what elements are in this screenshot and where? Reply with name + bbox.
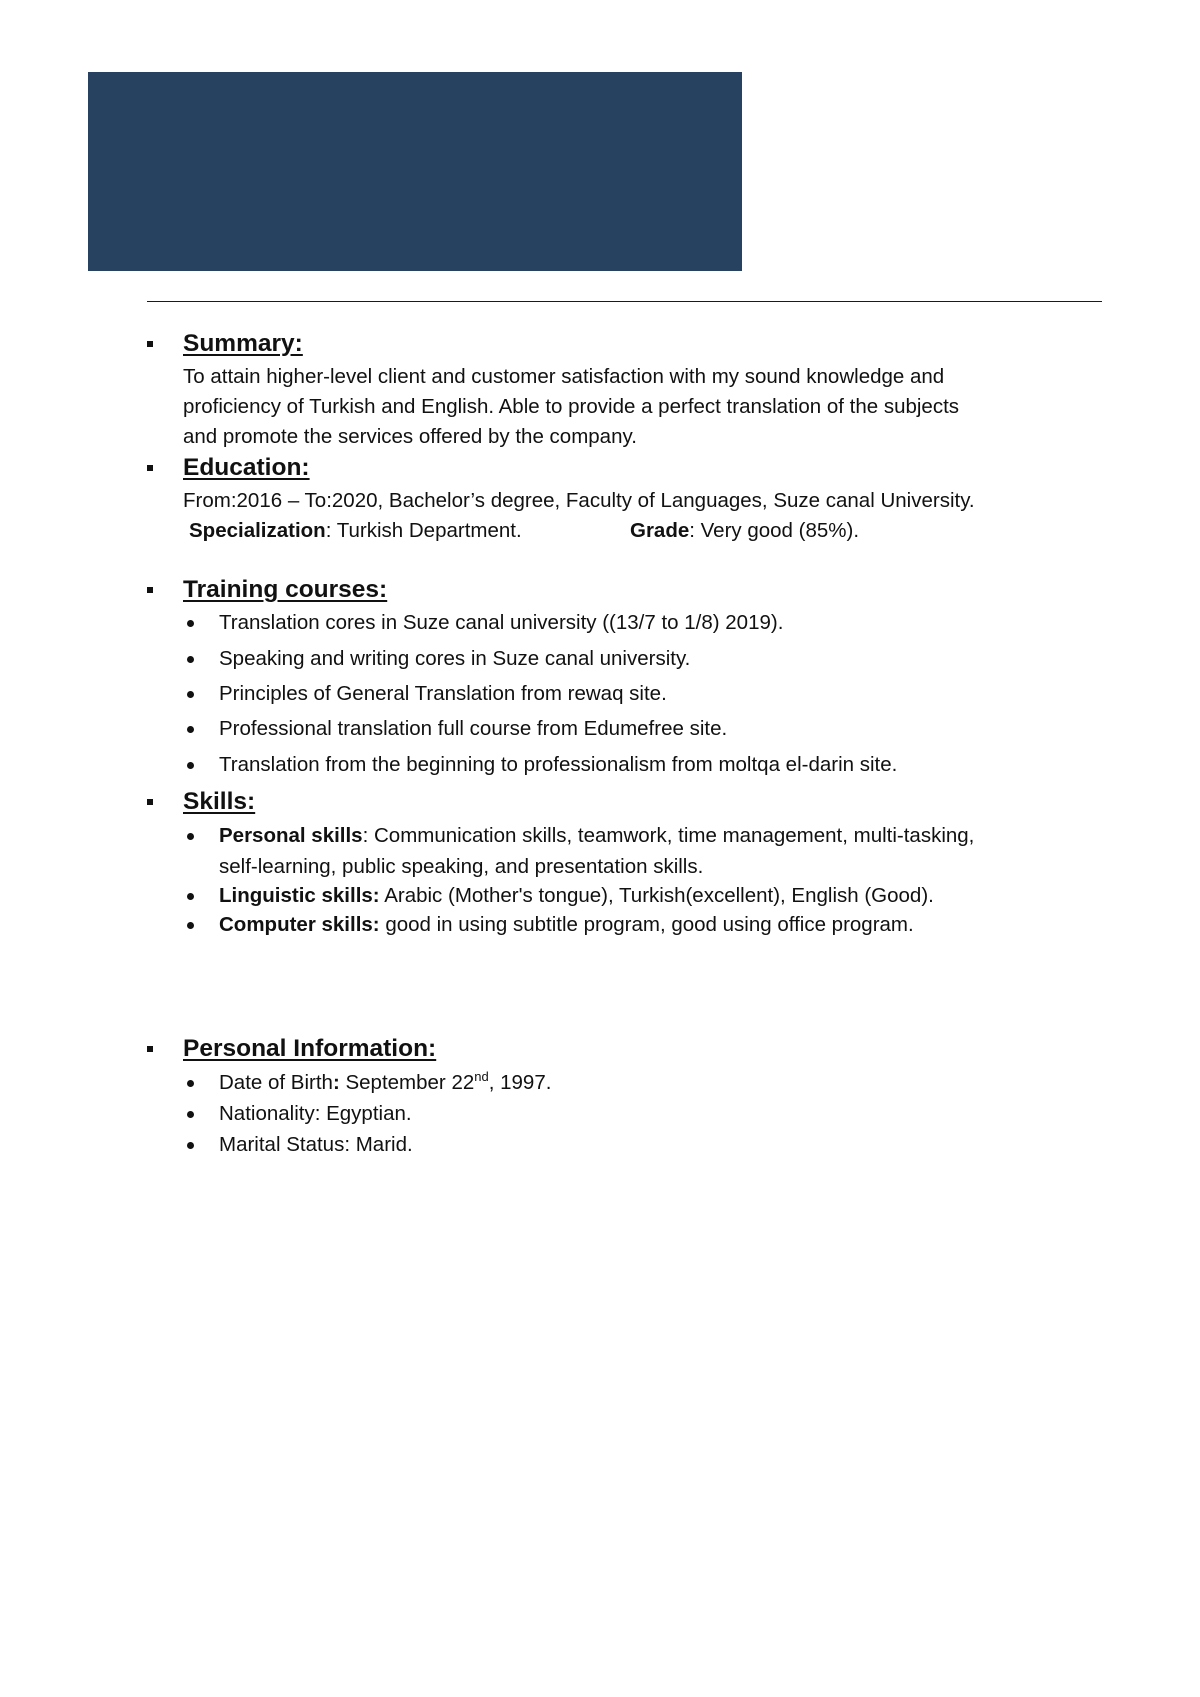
- dob-colon: :: [332, 1071, 340, 1094]
- personal-skills-value: : Communication skills, teamwork, time management, multi-tasking,: [362, 824, 975, 847]
- education-heading: Education:: [183, 454, 310, 481]
- personal-info-heading: Personal Information:: [183, 1035, 437, 1062]
- bullet-icon: [187, 922, 194, 929]
- training-item: Speaking and writing cores in Suze canal university.: [219, 647, 691, 670]
- training-item: Translation from the beginning to professionalism from moltqa el-darin site.: [219, 753, 898, 776]
- summary-line-3: and promote the services offered by the company.: [183, 425, 637, 448]
- grade-value: : Very good (85%).: [689, 519, 860, 542]
- education-line: From:2016 – To:2020, Bachelor’s degree, Faculty of Languages, Suze canal University.: [183, 489, 975, 512]
- linguistic-skills-value: Arabic (Mother's tongue), Turkish(excellent), English (Good).: [379, 884, 934, 907]
- specialization-value: : Turkish Department.: [325, 519, 522, 542]
- personal-skills-label: Personal skills: [219, 824, 363, 847]
- computer-skills-value: good in using subtitle program, good using office program.: [379, 913, 914, 936]
- bullet-icon: [187, 1142, 194, 1149]
- square-bullet-icon: [147, 799, 153, 805]
- education-grade: [630, 516, 859, 546]
- training-item: Translation cores in Suze canal university ((13/7 to 1/8) 2019).: [219, 611, 784, 634]
- bullet-icon: [187, 691, 194, 698]
- grade-label: Grade: [630, 519, 690, 542]
- education-specialization: [189, 516, 522, 546]
- square-bullet-icon: [147, 465, 153, 471]
- header-block: [88, 72, 742, 271]
- square-bullet-icon: [147, 587, 153, 593]
- marital-status: Marital Status: Marid.: [219, 1133, 413, 1156]
- computer-skills: [219, 910, 914, 940]
- dob-ordinal: nd: [474, 1069, 489, 1084]
- computer-skills-label: Computer skills:: [219, 913, 380, 936]
- dob-value: September 22: [339, 1071, 475, 1094]
- skills-heading: Skills:: [183, 788, 256, 815]
- bullet-icon: [187, 762, 194, 769]
- square-bullet-icon: [147, 341, 153, 347]
- bullet-icon: [187, 893, 194, 900]
- dob-label: Date of Birth: [219, 1071, 333, 1094]
- linguistic-skills: [219, 881, 934, 911]
- bullet-icon: [187, 656, 194, 663]
- training-item: Principles of General Translation from rewaq site.: [219, 682, 667, 705]
- date-of-birth: [219, 1068, 551, 1098]
- bullet-icon: [187, 833, 194, 840]
- personal-skills-continued: self-learning, public speaking, and presentation skills.: [219, 855, 704, 878]
- bullet-icon: [187, 1080, 194, 1087]
- training-item: Professional translation full course from Edumefree site.: [219, 717, 728, 740]
- bullet-icon: [187, 620, 194, 627]
- linguistic-skills-label: Linguistic skills:: [219, 884, 380, 907]
- personal-skills: [219, 821, 974, 851]
- bullet-icon: [187, 1111, 194, 1118]
- summary-heading: Summary:: [183, 330, 303, 357]
- nationality: Nationality: Egyptian.: [219, 1102, 412, 1125]
- specialization-label: Specialization: [189, 519, 326, 542]
- training-heading: Training courses:: [183, 576, 388, 603]
- header-divider: [147, 301, 1102, 302]
- summary-line-1: To attain higher-level client and customer satisfaction with my sound knowledge and: [183, 365, 945, 388]
- summary-line-2: proficiency of Turkish and English. Able to provide a perfect translation of the subjects: [183, 395, 960, 418]
- dob-year: , 1997.: [488, 1071, 552, 1094]
- square-bullet-icon: [147, 1046, 153, 1052]
- bullet-icon: [187, 726, 194, 733]
